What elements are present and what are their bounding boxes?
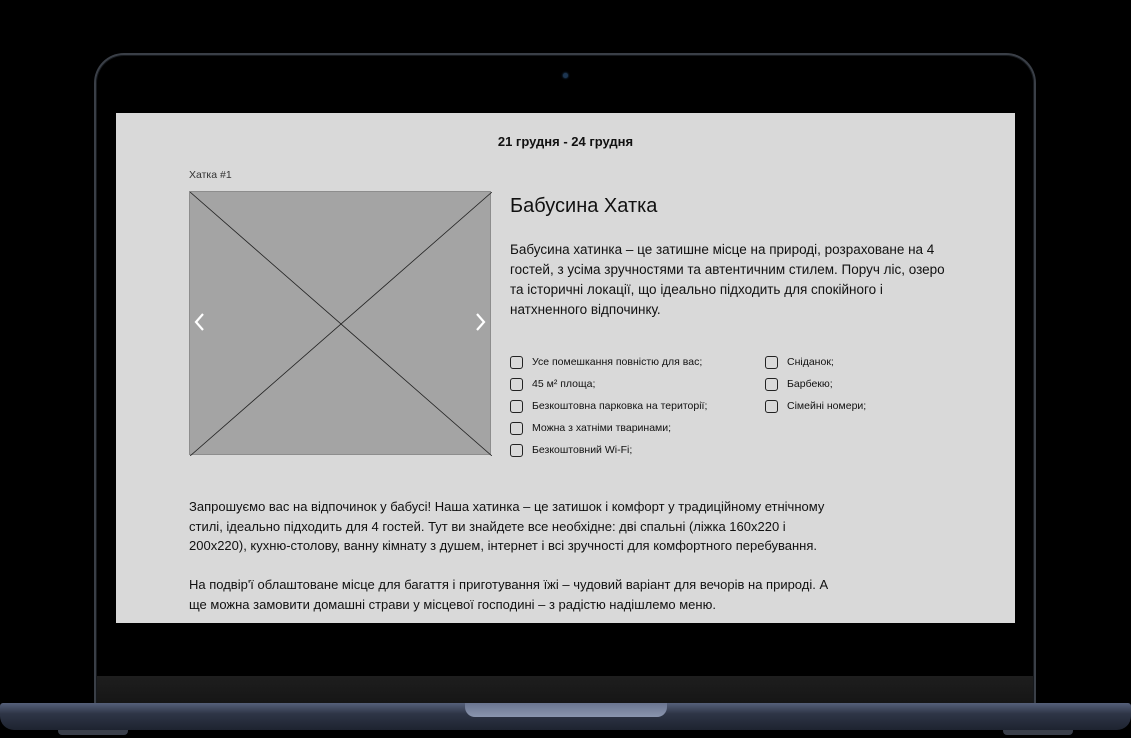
chevron-right-icon: [472, 310, 488, 334]
date-range: 21 грудня - 24 грудня: [497, 134, 634, 149]
amenities-column-1: [510, 351, 707, 461]
amenity-item[interactable]: Сніданок;: [765, 351, 866, 373]
laptop-foot: [1003, 730, 1073, 735]
amenities-column-2: [765, 351, 866, 417]
listing-long-description: [189, 497, 829, 623]
laptop-opening-notch: [465, 703, 667, 717]
description-paragraph: На подвір'ї облаштоване місце для багаття і приготування їжі – чудовий варіант для вечорів на природі. А ще можна замовити домашні страви у місцевої господині – з радістю надішлемо меню.: [189, 577, 829, 612]
amenity-item[interactable]: 45 м² площа;: [510, 373, 707, 395]
amenity-item[interactable]: Барбекю;: [765, 373, 866, 395]
amenity-item[interactable]: Усе помешкання повністю для вас;: [510, 351, 707, 373]
gallery-prev-button[interactable]: [192, 310, 208, 334]
gallery-next-button[interactable]: [472, 310, 488, 334]
screen: [116, 113, 1015, 623]
listing-title: Бабусина Хатка: [510, 195, 658, 217]
chevron-left-icon: [192, 310, 208, 334]
amenity-checkbox[interactable]: [510, 356, 523, 369]
amenity-item[interactable]: Можна з хатніми тваринами;: [510, 417, 707, 439]
amenity-checkbox[interactable]: [510, 444, 523, 457]
amenity-item[interactable]: Сімейні номери;: [765, 395, 866, 417]
amenity-item[interactable]: Безкоштовний Wi-Fi;: [510, 439, 707, 461]
description-paragraph: Запрошуємо вас на відпочинок у бабусі! Наша хатинка – це затишок і комфорт у традиційному етнічному стилі, ідеально підходить для 4 гостей. Тут ви знайдете все необхідне: дві спальні (ліжка 160x220 і 200x220), кухню-столову, ванну кімнату з душем, інтернет і всі зручності для комфортного перебування.: [189, 499, 825, 553]
hut-label: Хатка #1: [189, 169, 232, 181]
amenity-checkbox[interactable]: [510, 422, 523, 435]
amenity-checkbox[interactable]: [765, 400, 778, 413]
laptop-foot: [58, 730, 128, 735]
listing-short-description: Бабусина хатинка – це затишне місце на природі, розраховане на 4 гостей, з усіма зручностями та автентичним стилем. Поруч ліс, озеро та історичні локації, що ідеально підходить для спокійного і натхненного відпочинку.: [510, 242, 945, 317]
amenity-checkbox[interactable]: [510, 378, 523, 391]
amenity-item[interactable]: Безкоштовна парковка на території;: [510, 395, 707, 417]
image-placeholder-icon: [190, 192, 492, 456]
amenity-checkbox[interactable]: [765, 356, 778, 369]
amenity-checkbox[interactable]: [510, 400, 523, 413]
photo-gallery[interactable]: [189, 191, 491, 455]
amenity-checkbox[interactable]: [765, 378, 778, 391]
camera-icon: [563, 73, 568, 78]
laptop-chin: [97, 676, 1033, 703]
